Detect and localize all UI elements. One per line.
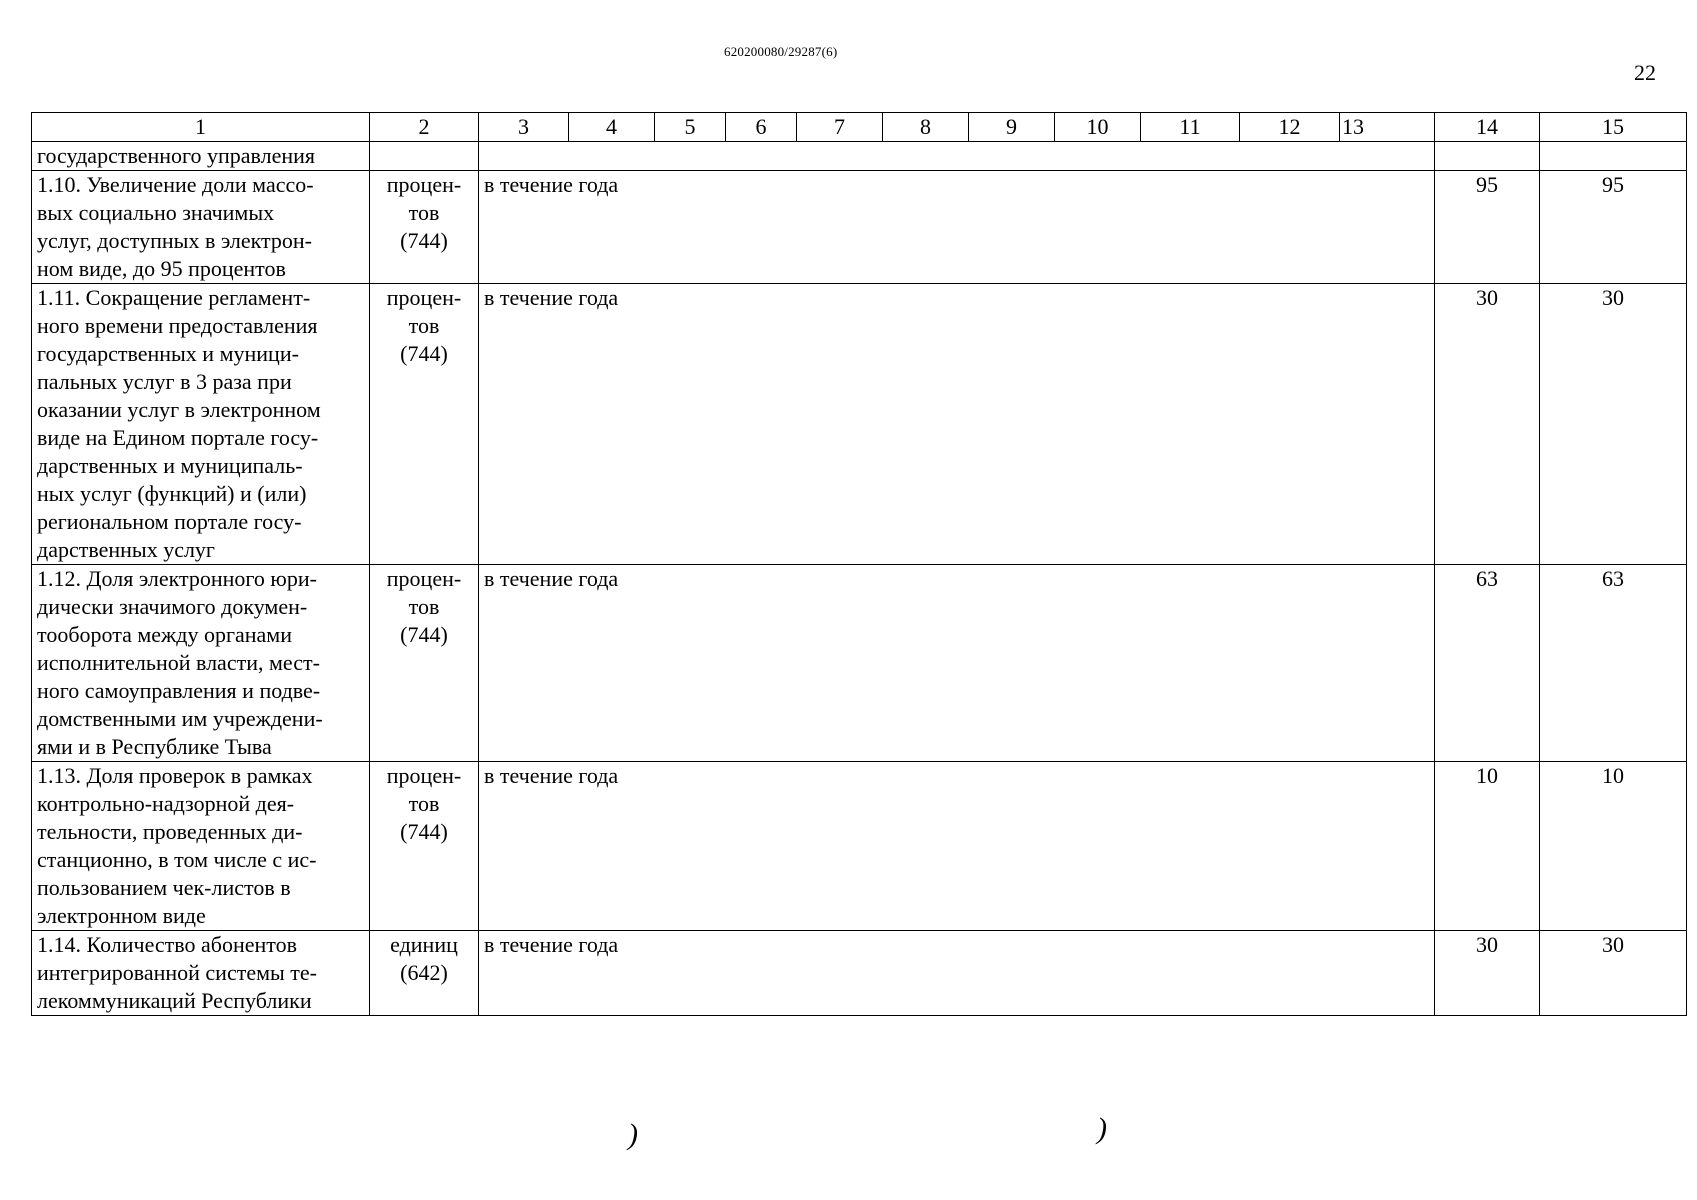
column-number: 1 [32, 113, 370, 142]
table-row [32, 565, 1687, 762]
unit-cell: процен- тов (744) [370, 284, 479, 565]
scan-mark-right: ) [1097, 1112, 1107, 1145]
value-col15: 10 [1540, 762, 1687, 931]
column-number: 7 [797, 113, 883, 142]
value-col15: 30 [1540, 931, 1687, 1016]
period-cell: в течение года [479, 931, 1435, 1016]
period-cell: в течение года [479, 565, 1435, 762]
value-col14: 30 [1435, 931, 1540, 1016]
unit-cell: процен- тов (744) [370, 171, 479, 284]
empty-cell [1435, 142, 1540, 171]
column-number: 5 [655, 113, 726, 142]
column-number: 15 [1540, 113, 1687, 142]
column-number: 4 [569, 113, 655, 142]
column-number: 3 [479, 113, 569, 142]
column-number: 10 [1055, 113, 1141, 142]
continuation-row [32, 142, 1687, 171]
value-col14: 10 [1435, 762, 1540, 931]
column-number: 2 [370, 113, 479, 142]
empty-cell [370, 142, 479, 171]
unit-cell: процен- тов (744) [370, 565, 479, 762]
period-cell: в течение года [479, 762, 1435, 931]
indicator-name: 1.12. Доля электронного юри- дически значимого докумен- тооборота между органами исполнительной власти, мест- ного самоуправления и подве- домственными им учреждени- ями и в Республике Тыва [32, 565, 370, 762]
value-col14: 30 [1435, 284, 1540, 565]
table-row [32, 171, 1687, 284]
indicator-name: 1.11. Сокращение регламент- ного времени предоставления государственных и муници- пальных услуг в 3 раза при оказании услуг в электронном виде на Едином портале госу- дарственных и муниципаль- ных услуг (функций) и (или) региональном портале госу- дарственных услуг [32, 284, 370, 565]
value-col15: 95 [1540, 171, 1687, 284]
column-number: 13 [1340, 113, 1435, 142]
page-number: 22 [1634, 60, 1656, 85]
indicator-name: 1.13. Доля проверок в рамках контрольно-надзорной дея- тельности, проведенных ди- станционно, в том числе с ис- пользованием чек-листов в электронном виде [32, 762, 370, 931]
column-number: 11 [1141, 113, 1240, 142]
column-number: 8 [883, 113, 969, 142]
column-number: 6 [726, 113, 797, 142]
table-row [32, 284, 1687, 565]
value-col15: 63 [1540, 565, 1687, 762]
indicator-name: 1.14. Количество абонентов интегрированной системы те- лекоммуникаций Республики [32, 931, 370, 1016]
value-col15: 30 [1540, 284, 1687, 565]
column-number: 9 [969, 113, 1055, 142]
document-code: 620200080/29287(6) [724, 44, 838, 59]
scan-mark-left: ) [628, 1118, 638, 1151]
unit-cell: единиц (642) [370, 931, 479, 1016]
value-col14: 63 [1435, 565, 1540, 762]
period-cell: в течение года [479, 284, 1435, 565]
value-col14: 95 [1435, 171, 1540, 284]
empty-cell [1540, 142, 1687, 171]
empty-cell [479, 142, 1435, 171]
table-row [32, 931, 1687, 1016]
period-cell: в течение года [479, 171, 1435, 284]
unit-cell: процен- тов (744) [370, 762, 479, 931]
column-number: 14 [1435, 113, 1540, 142]
indicator-name: 1.10. Увеличение доли массо- вых социально значимых услуг, доступных в электрон- ном виде, до 95 процентов [32, 171, 370, 284]
continuation-text: государственного управления [32, 142, 370, 171]
table-row [32, 762, 1687, 931]
indicators-table [31, 112, 1687, 1016]
column-number-row [32, 113, 1687, 142]
column-number: 12 [1240, 113, 1340, 142]
